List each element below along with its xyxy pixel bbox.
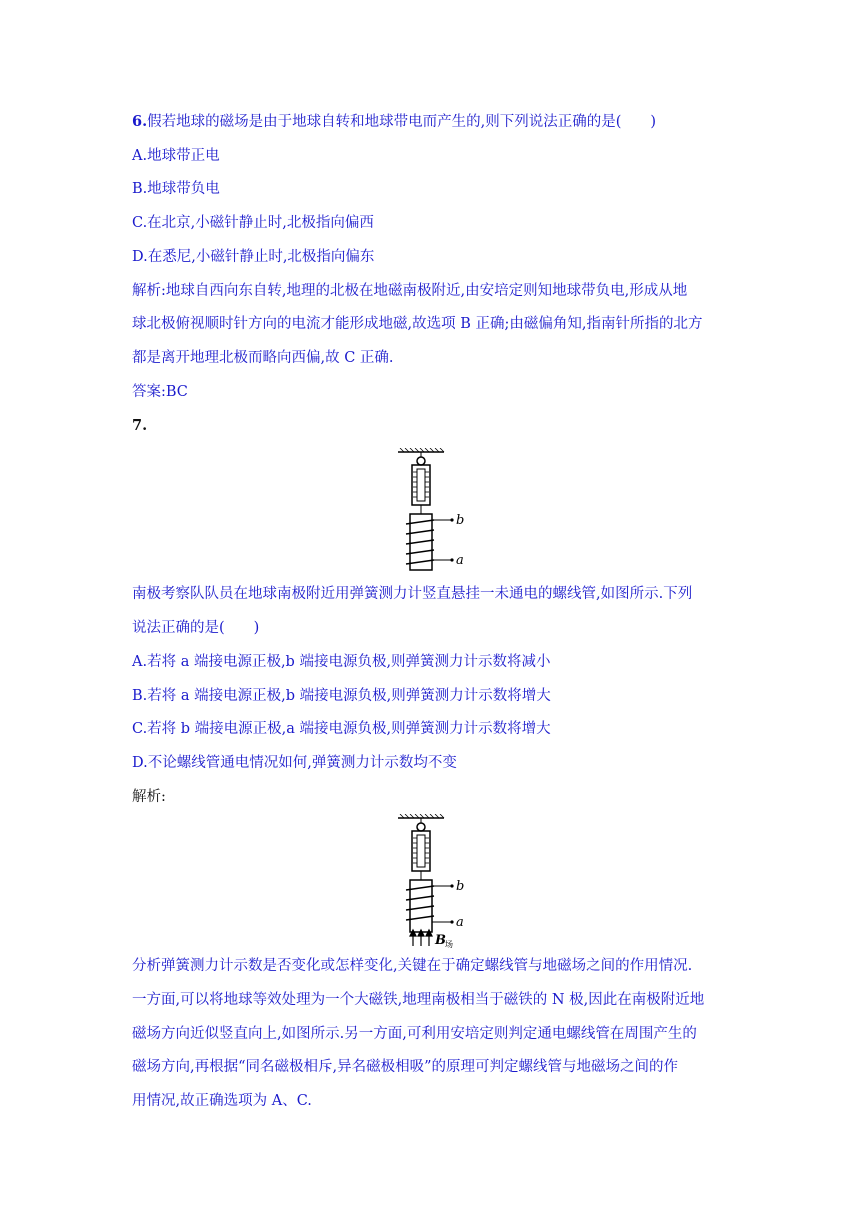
q6-number: 6. [132,113,148,130]
q6-option-c: C.在北京,小磁针静止时,北极指向偏西 [132,215,374,231]
figure1-label-a: a [456,553,464,568]
q6-answer: 答案:BC [132,384,188,400]
spring-scale-solenoid-field-figure [396,814,476,948]
q7-analysis-line-1: 分析弹簧测力计示数是否变化或怎样变化,关键在于确定螺线管与地磁场之间的作用情况. [132,958,693,974]
q7-option-d: D.不论螺线管通电情况如何,弹簧测力计示数均不变 [132,755,457,771]
q6-analysis-line-1: 解析:地球自西向东自转,地理的北极在地磁南极附近,由安培定则知地球带负电,形成从地 [132,283,688,299]
q7-stem-line-2: 说法正确的是( ) [132,620,260,636]
figure2-label-b: b [456,879,465,894]
q7-option-a: A.若将 a 端接电源正极,b 端接电源负极,则弹簧测力计示数将减小 [132,654,551,670]
q7-stem-line-1: 南极考察队队员在地球南极附近用弹簧测力计竖直悬挂一未通电的螺线管,如图所示.下列 [132,586,693,602]
q7-option-c: C.若将 b 端接电源正极,a 端接电源负极,则弹簧测力计示数将增大 [132,721,551,737]
q7-analysis-label: 解析: [132,789,166,805]
q7-number: 7. [132,417,148,434]
figure2-label-field: B [435,933,446,948]
q6-analysis-line-3: 都是离开地理北极而略向西偏,故 C 正确. [132,350,394,366]
q7-number-line [132,416,147,436]
q6-analysis-line-2: 球北极俯视顺时针方向的电流才能形成地磁,故选项 B 正确;由磁偏角知,指南针所指的北方 [132,316,703,332]
figure2-label-field-subscript: 场 [445,940,453,948]
q6-option-d: D.在悉尼,小磁针静止时,北极指向偏东 [132,249,375,265]
q7-analysis-line-4: 磁场方向,再根据“同名磁极相斥,异名磁极相吸”的原理可判定螺线管与地磁场之间的作 [132,1059,679,1075]
q6-option-a: A.地球带正电 [132,148,220,164]
spring-scale-solenoid-figure [396,448,476,574]
q7-analysis-line-5: 用情况,故正确选项为 A、C. [132,1093,312,1109]
q7-option-b: B.若将 a 端接电源正极,b 端接电源负极,则弹簧测力计示数将增大 [132,688,551,704]
q7-analysis-line-3: 磁场方向近似竖直向上,如图所示.另一方面,可利用安培定则判定通电螺线管在周围产生的 [132,1026,697,1042]
figure1-label-b: b [456,513,465,528]
q6-stem-line [132,112,656,132]
figure2-label-a: a [456,915,464,930]
q6-stem: 假若地球的磁场是由于地球自转和地球带电而产生的,则下列说法正确的是( ) [147,114,657,130]
field-arrows [410,930,432,946]
q7-analysis-line-2: 一方面,可以将地球等效处理为一个大磁铁,地理南极相当于磁铁的 N 极,因此在南极附近地 [132,992,705,1008]
q6-option-b: B.地球带负电 [132,181,220,197]
